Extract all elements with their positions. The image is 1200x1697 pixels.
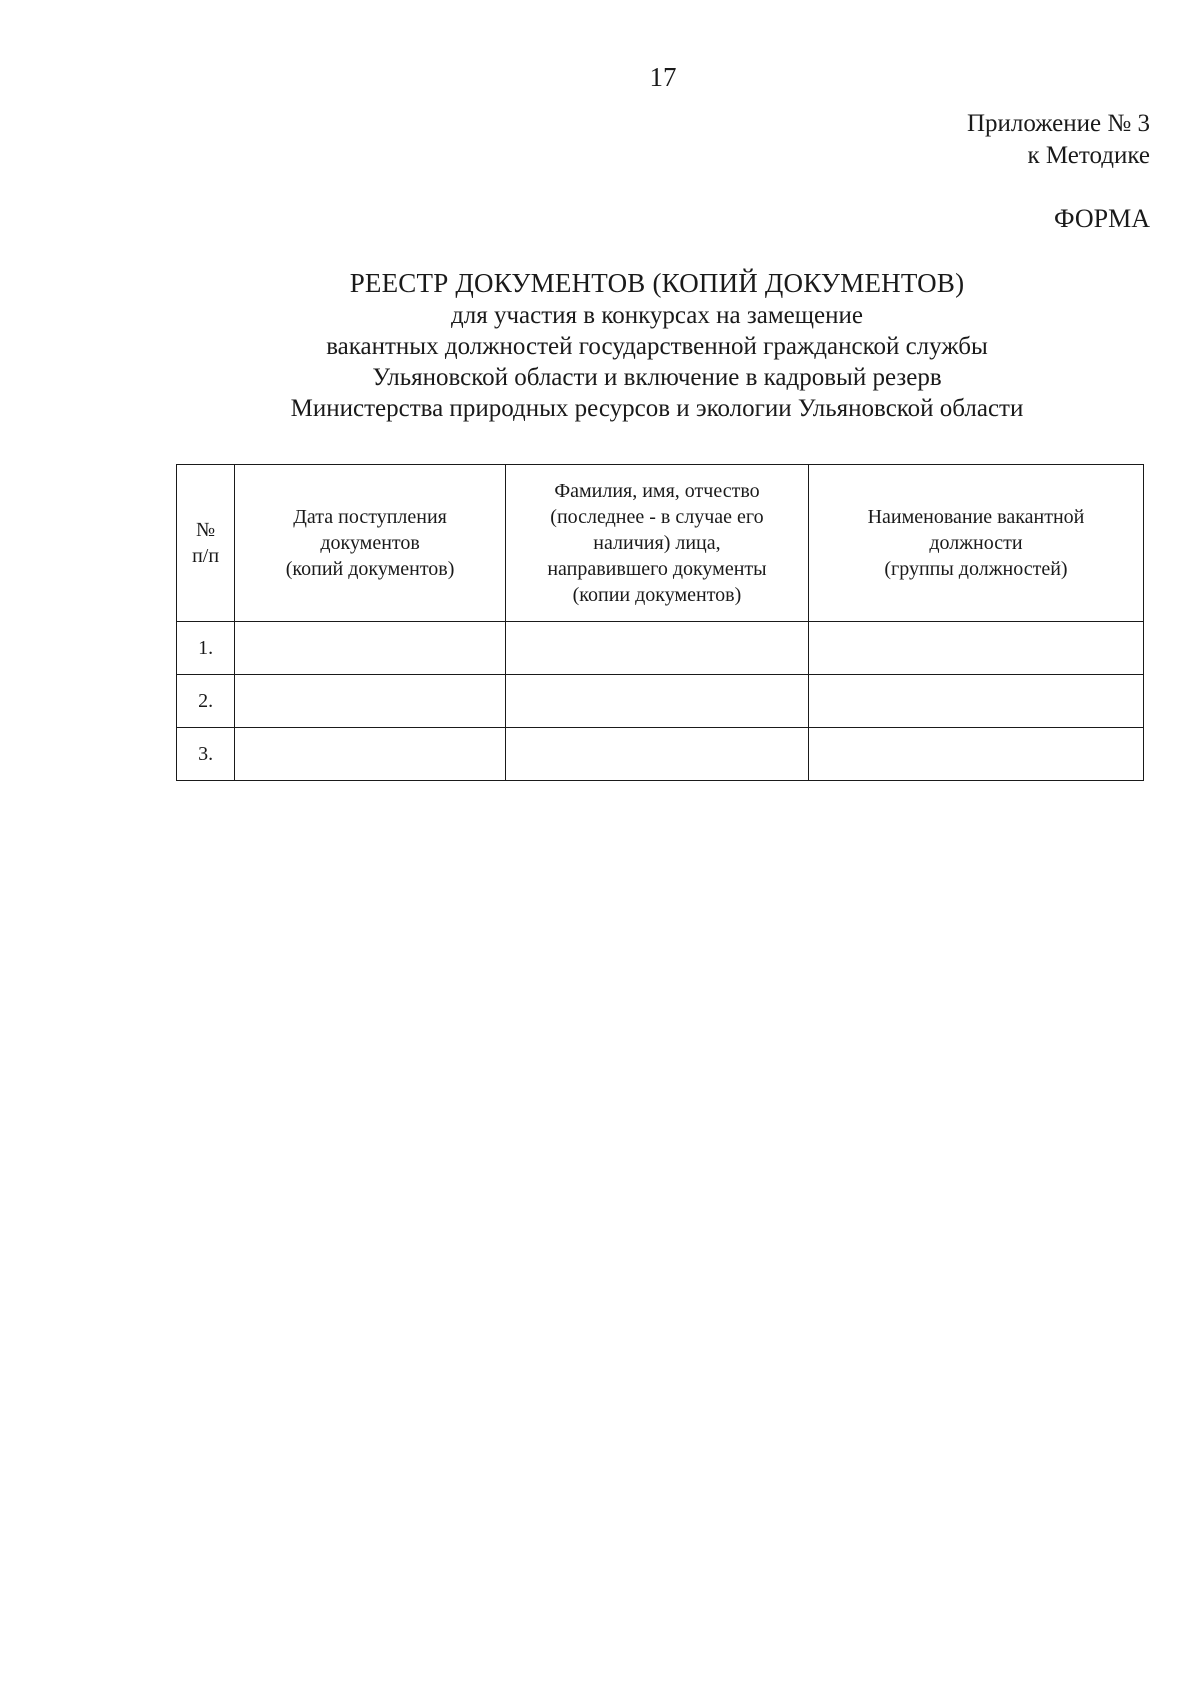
row-full-name-cell <box>506 622 809 675</box>
annex-line-1: Приложение № 3 <box>966 110 1150 137</box>
header-full-name-line: направившего документы <box>547 558 767 580</box>
title-subline-4: Министерства природных ресурсов и экологии Ульяновской области <box>290 395 1024 422</box>
header-position-line: (группы должностей) <box>884 558 1068 580</box>
document-title: РЕЕСТР ДОКУМЕНТОВ (КОПИЙ ДОКУМЕНТОВ) <box>349 268 965 298</box>
header-position <box>808 465 1143 622</box>
row-number: 2. <box>177 675 235 728</box>
row-position-cell <box>808 728 1143 781</box>
title-subline-3: Ульяновской области и включение в кадровый резерв <box>372 364 942 391</box>
header-date-line: Дата поступления <box>293 506 447 528</box>
row-position-cell <box>808 622 1143 675</box>
table-row <box>177 622 1144 675</box>
form-label: ФОРМА <box>1054 204 1150 233</box>
header-full-name-line: (копии документов) <box>572 584 742 606</box>
annex-header <box>967 108 1150 172</box>
header-date-line: документов <box>320 532 420 554</box>
header-number-line: № <box>196 519 216 541</box>
row-number: 3. <box>177 728 235 781</box>
row-date-cell <box>235 728 506 781</box>
header-full-name-line: наличия) лица, <box>593 532 721 554</box>
row-full-name-cell <box>506 728 809 781</box>
page-number: 17 <box>649 62 677 92</box>
header-full-name <box>506 465 809 622</box>
registry-table <box>176 464 1144 781</box>
header-number <box>177 465 235 622</box>
header-position-line: Наименование вакантной <box>867 506 1085 528</box>
header-position-line: должности <box>929 532 1023 554</box>
table-header-row <box>177 465 1144 622</box>
header-date-line: (копий документов) <box>285 558 455 580</box>
header-number-line: п/п <box>192 545 220 567</box>
table-row <box>177 675 1144 728</box>
title-subline-1: для участия в конкурсах на замещение <box>451 302 863 329</box>
row-number: 1. <box>177 622 235 675</box>
row-date-cell <box>235 622 506 675</box>
row-date-cell <box>235 675 506 728</box>
annex-line-2: к Методике <box>1027 142 1150 169</box>
header-full-name-line: Фамилия, имя, отчество <box>554 480 760 502</box>
title-subline-2: вакантных должностей государственной гражданской службы <box>326 333 988 360</box>
header-full-name-line: (последнее - в случае его <box>550 506 764 528</box>
row-position-cell <box>808 675 1143 728</box>
row-full-name-cell <box>506 675 809 728</box>
table-row <box>177 728 1144 781</box>
title-block <box>162 266 1152 424</box>
header-date <box>235 465 506 622</box>
